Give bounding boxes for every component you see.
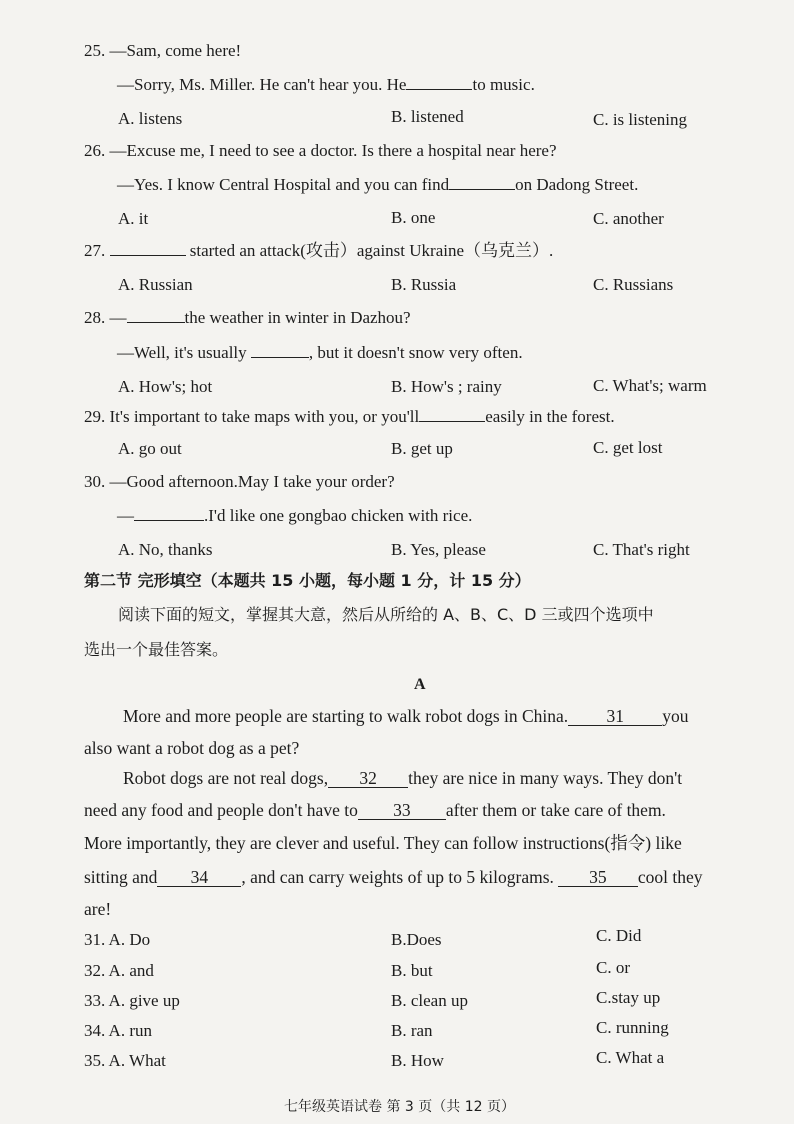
option-b: B. one — [391, 208, 436, 227]
question-number: 27. — [84, 241, 106, 260]
option-c: C. is listening — [593, 110, 687, 129]
passage-line — [123, 767, 682, 789]
passage-text: sitting and — [84, 867, 158, 887]
dialog-line — [117, 74, 535, 96]
dialog-text: on Dadong Street. — [515, 175, 639, 194]
passage-label: A — [414, 676, 426, 693]
cloze-option-b: B. but — [391, 961, 433, 980]
question-30 — [84, 471, 395, 493]
passage-line: are! — [84, 899, 112, 919]
option-c: C. Russians — [593, 275, 674, 294]
option-a: A. go out — [118, 439, 182, 458]
answer-blank — [449, 189, 515, 190]
question-27 — [84, 240, 553, 262]
option-c: C. get lost — [593, 438, 663, 457]
dialog-text: .I'd like one gongbao chicken with rice. — [204, 506, 473, 525]
answer-blank — [251, 357, 309, 358]
option-b: B. Russia — [391, 275, 457, 294]
answer-blank — [110, 255, 186, 256]
option-a: A. No, thanks — [118, 540, 213, 559]
passage-text: you — [662, 706, 689, 726]
cloze-option-a: 35. A. What — [84, 1051, 166, 1070]
cloze-option-c: C.stay up — [596, 988, 661, 1007]
blank-32: 32 — [328, 769, 408, 788]
option-a: A. How's; hot — [118, 377, 213, 396]
passage-line: also want a robot dog as a pet? — [84, 738, 300, 758]
dialog-text: to music. — [472, 75, 535, 94]
passage-line: More importantly, they are clever and useful. They can follow instructions(指令) like — [84, 833, 682, 853]
question-26 — [84, 140, 557, 162]
dialog-line — [117, 505, 472, 527]
option-a: A. listens — [118, 109, 183, 128]
cloze-option-b: B. clean up — [391, 991, 468, 1010]
question-stem: started an attack(攻击）against Ukraine（乌克兰）. — [189, 241, 554, 260]
blank-35: 35 — [558, 868, 638, 887]
blank-33: 33 — [358, 801, 446, 820]
passage-line — [84, 799, 666, 821]
cloze-option-a: 32. A. and — [84, 961, 154, 980]
question-number: 28. — [84, 308, 106, 327]
option-a: A. Russian — [118, 275, 193, 294]
section-heading: 第二节 完形填空（本题共 15 小题，每小题 1 分，计 15 分） — [84, 571, 531, 590]
option-c: C. another — [593, 209, 664, 228]
question-number: 29. — [84, 407, 106, 426]
cloze-option-c: C. or — [596, 958, 630, 977]
cloze-option-c: C. What a — [596, 1048, 665, 1067]
option-b: B. listened — [391, 107, 464, 126]
option-a: A. it — [118, 209, 149, 228]
option-b: B. Yes, please — [391, 540, 486, 559]
dialog-text: — — [117, 506, 134, 525]
dialog-text: —Yes. I know Central Hospital and you can find — [117, 175, 450, 194]
passage-text: , and can carry weights of up to 5 kilograms. — [241, 867, 554, 887]
dialog-text: —Well, it's usually — [117, 343, 247, 362]
question-number: 25. — [84, 41, 106, 60]
question-28 — [84, 307, 411, 329]
dialog-line: —Sam, come here! — [109, 41, 242, 60]
passage-text: they are nice in many ways. They don't — [408, 768, 683, 788]
dialog-text: , but it doesn't snow very often. — [308, 343, 523, 362]
dialog-text: — — [109, 308, 127, 327]
dialog-line: —Good afternoon.May I take your order? — [109, 472, 395, 491]
answer-blank — [406, 89, 472, 90]
instruction-text: 阅读下面的短文，掌握其大意，然后从所给的 A、B、C、D 三或四个选项中 — [118, 605, 654, 624]
dialog-text: —Sorry, Ms. Miller. He can't hear you. He — [117, 75, 407, 94]
dialog-line — [117, 174, 638, 196]
question-stem: It's important to take maps with you, or you'll — [109, 407, 420, 426]
blank-34: 34 — [157, 868, 241, 887]
option-b: B. How's ; rainy — [391, 377, 502, 396]
option-c: C. That's right — [593, 540, 690, 559]
answer-blank — [127, 322, 185, 323]
question-stem: easily in the forest. — [485, 407, 615, 426]
answer-blank — [134, 520, 204, 521]
cloze-option-a: 33. A. give up — [84, 991, 180, 1010]
question-number: 30. — [84, 472, 106, 491]
instruction-text: 选出一个最佳答案。 — [84, 640, 229, 659]
question-29 — [84, 406, 615, 428]
dialog-line: —Excuse me, I need to see a doctor. Is there a hospital near here? — [109, 141, 557, 160]
passage-text: Robot dogs are not real dogs, — [123, 768, 329, 788]
question-25 — [84, 40, 241, 62]
passage-text: More and more people are starting to walk robot dogs in China. — [123, 706, 569, 726]
option-c: C. What's; warm — [593, 376, 707, 395]
blank-31: 31 — [568, 707, 662, 726]
page-footer: 七年级英语试卷 第 3 页（共 12 页） — [284, 1099, 515, 1115]
cloze-option-c: C. Did — [596, 926, 642, 945]
option-b: B. get up — [391, 439, 453, 458]
cloze-option-b: B.Does — [391, 930, 442, 949]
cloze-option-a: 31. A. Do — [84, 930, 151, 949]
answer-blank — [419, 421, 485, 422]
cloze-option-b: B. ran — [391, 1021, 433, 1040]
cloze-option-b: B. How — [391, 1051, 444, 1070]
passage-text: cool they — [637, 867, 703, 887]
passage-line — [123, 705, 688, 727]
dialog-text: the weather in winter in Dazhou? — [184, 308, 411, 327]
dialog-line — [117, 342, 523, 364]
cloze-option-a: 34. A. run — [84, 1021, 152, 1040]
question-number: 26. — [84, 141, 106, 160]
passage-line — [84, 866, 703, 888]
cloze-option-c: C. running — [596, 1018, 669, 1037]
passage-text: need any food and people don't have to — [84, 800, 358, 820]
passage-text: after them or take care of them. — [445, 800, 666, 820]
